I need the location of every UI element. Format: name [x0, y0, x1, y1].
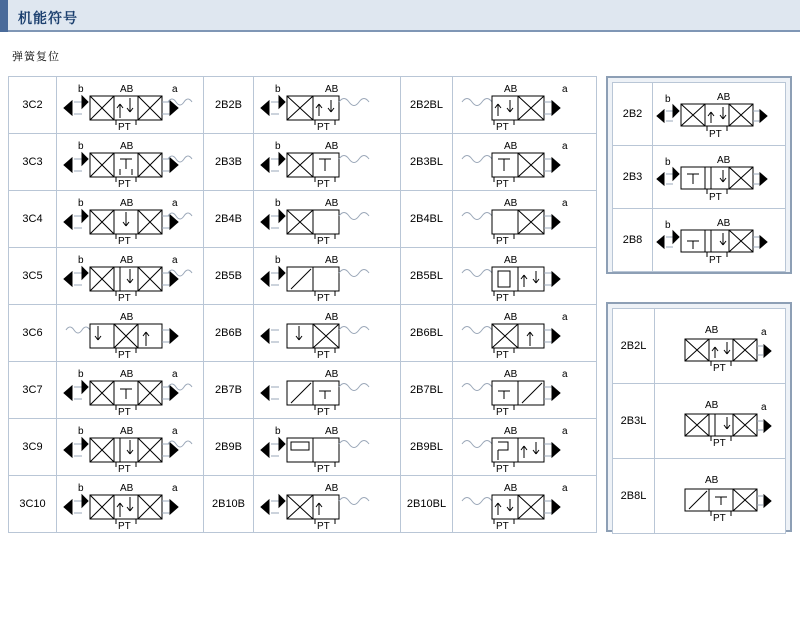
svg-text:AB: AB [120, 312, 134, 323]
svg-text:a: a [561, 312, 568, 323]
symbol-cell-3C3 [57, 134, 204, 191]
svg-text:PT: PT [317, 293, 330, 301]
symbol-cell-3C10 [57, 476, 204, 533]
svg-text:a: a [561, 198, 568, 209]
table-row [9, 419, 597, 476]
svg-text:PT: PT [713, 513, 726, 521]
symbol-cell-2B6BL [453, 305, 597, 362]
svg-text:AB: AB [705, 475, 719, 486]
svg-text:a: a [761, 402, 767, 413]
svg-text:PT: PT [495, 350, 509, 358]
symbol-cell-3C2 [57, 77, 204, 134]
code-cell: 2B9B [204, 419, 254, 476]
code-cell: 2B3L [613, 384, 655, 459]
svg-text:PT: PT [118, 236, 131, 244]
symbol-cell-2B3B [254, 134, 401, 191]
svg-text:a: a [172, 198, 178, 209]
symbol-cell-2B7BL [453, 362, 597, 419]
svg-text:PT: PT [317, 407, 330, 415]
svg-text:a: a [172, 84, 178, 95]
symbol-cell-2B10BL [453, 476, 597, 533]
svg-text:b: b [665, 94, 671, 105]
svg-text:PT: PT [495, 293, 509, 301]
svg-text:PT: PT [709, 129, 722, 138]
symbol-cell-2B5B [254, 248, 401, 305]
svg-text:AB: AB [325, 426, 339, 437]
svg-text:b: b [275, 426, 281, 437]
svg-text:b: b [275, 141, 281, 152]
svg-text:AB: AB [325, 84, 339, 95]
svg-text:AB: AB [717, 155, 731, 166]
svg-text:PT: PT [118, 407, 131, 415]
svg-text:a: a [561, 369, 568, 380]
code-cell: 2B3 [613, 146, 653, 209]
table-row [9, 362, 597, 419]
symbol-cell-2B3L [655, 384, 786, 459]
svg-text:b: b [275, 255, 281, 266]
code-cell: 2B7BL [401, 362, 453, 419]
svg-text:AB: AB [503, 141, 517, 152]
code-cell: 2B10BL [401, 476, 453, 533]
symbol-cell-2B7B [254, 362, 401, 419]
svg-text:b: b [78, 369, 84, 380]
code-cell: 2B2B [204, 77, 254, 134]
symbol-cell-2B2 [653, 83, 786, 146]
table-row [613, 459, 786, 534]
svg-text:PT: PT [118, 521, 131, 529]
svg-text:PT: PT [495, 179, 509, 187]
svg-text:AB: AB [120, 84, 134, 95]
code-cell: 2B5B [204, 248, 254, 305]
panel-bottom [606, 302, 792, 532]
svg-text:AB: AB [325, 255, 339, 266]
symbol-cell-2B10B [254, 476, 401, 533]
svg-text:b: b [78, 84, 84, 95]
code-cell: 2B2L [613, 309, 655, 384]
svg-text:PT: PT [709, 255, 722, 264]
code-cell: 2B3BL [401, 134, 453, 191]
page-title: 机能符号 [18, 10, 78, 26]
svg-text:a: a [761, 327, 767, 338]
svg-text:AB: AB [503, 483, 517, 494]
svg-text:AB: AB [120, 255, 134, 266]
svg-text:PT: PT [118, 464, 131, 472]
header-bar [0, 0, 800, 32]
symbol-cell-2B4BL [453, 191, 597, 248]
symbol-cell-3C5 [57, 248, 204, 305]
svg-text:b: b [78, 483, 84, 494]
svg-text:PT: PT [118, 350, 131, 358]
code-cell: 2B10B [204, 476, 254, 533]
symbol-cell-2B2BL [453, 77, 597, 134]
svg-text:PT: PT [495, 521, 509, 529]
svg-text:b: b [665, 220, 671, 231]
svg-text:AB: AB [717, 92, 731, 103]
svg-text:PT: PT [709, 192, 722, 201]
svg-text:AB: AB [325, 312, 339, 323]
table-row [9, 305, 597, 362]
function-symbol-table [8, 76, 597, 533]
code-cell: 3C2 [9, 77, 57, 134]
table-row [9, 476, 597, 533]
symbol-cell-2B2B [254, 77, 401, 134]
svg-text:AB: AB [325, 483, 339, 494]
svg-text:PT: PT [317, 236, 330, 244]
svg-text:AB: AB [503, 84, 517, 95]
code-cell: 2B8L [613, 459, 655, 534]
code-cell: 3C5 [9, 248, 57, 305]
svg-text:PT: PT [495, 236, 509, 244]
symbol-cell-3C4 [57, 191, 204, 248]
code-cell: 3C9 [9, 419, 57, 476]
svg-text:AB: AB [717, 218, 731, 229]
symbol-cell-2B8L [655, 459, 786, 534]
code-cell: 2B6BL [401, 305, 453, 362]
svg-text:AB: AB [325, 369, 339, 380]
svg-text:b: b [275, 198, 281, 209]
svg-text:a: a [172, 255, 178, 266]
svg-text:PT: PT [317, 350, 330, 358]
code-cell: 2B4B [204, 191, 254, 248]
svg-text:AB: AB [120, 483, 134, 494]
svg-text:PT: PT [118, 179, 131, 187]
code-cell: 3C7 [9, 362, 57, 419]
svg-text:b: b [665, 157, 671, 168]
svg-text:PT: PT [317, 521, 330, 529]
svg-text:a: a [172, 369, 178, 380]
svg-text:AB: AB [325, 141, 339, 152]
svg-text:PT: PT [713, 363, 726, 371]
code-cell: 2B8 [613, 209, 653, 272]
svg-text:PT: PT [118, 293, 131, 301]
section-subtitle: 弹簧复位 [12, 51, 60, 63]
header-accent [0, 0, 8, 32]
symbol-cell-2B4B [254, 191, 401, 248]
svg-text:a: a [172, 426, 178, 437]
code-cell: 3C4 [9, 191, 57, 248]
symbol-cell-3C6 [57, 305, 204, 362]
svg-text:a: a [561, 84, 568, 95]
svg-text:PT: PT [317, 179, 330, 187]
svg-text:AB: AB [325, 198, 339, 209]
code-cell: 2B5BL [401, 248, 453, 305]
svg-text:AB: AB [705, 400, 719, 411]
code-cell: 3C10 [9, 476, 57, 533]
table-row [613, 384, 786, 459]
svg-text:AB: AB [120, 198, 134, 209]
svg-text:AB: AB [120, 141, 134, 152]
svg-text:b: b [78, 198, 84, 209]
svg-text:AB: AB [503, 255, 517, 266]
svg-text:b: b [78, 426, 84, 437]
code-cell: 3C6 [9, 305, 57, 362]
svg-text:AB: AB [503, 198, 517, 209]
table-row [613, 146, 786, 209]
symbol-cell-3C9 [57, 419, 204, 476]
symbol-cell-2B3 [653, 146, 786, 209]
code-cell: 3C3 [9, 134, 57, 191]
table-row [613, 209, 786, 272]
symbol-cell-2B9B [254, 419, 401, 476]
svg-text:AB: AB [503, 312, 517, 323]
svg-text:AB: AB [705, 325, 719, 336]
panel-bottom-table [612, 308, 786, 534]
code-cell: 2B2 [613, 83, 653, 146]
panel-top-table [612, 82, 786, 272]
svg-text:PT: PT [495, 407, 509, 415]
table-row [613, 309, 786, 384]
svg-text:AB: AB [503, 369, 517, 380]
svg-text:a: a [561, 141, 568, 152]
symbol-cell-3C7 [57, 362, 204, 419]
svg-text:AB: AB [503, 426, 517, 437]
svg-text:a: a [561, 483, 568, 494]
svg-text:b: b [275, 84, 281, 95]
symbol-cell-2B6B [254, 305, 401, 362]
table-row [9, 77, 597, 134]
svg-text:b: b [78, 255, 84, 266]
svg-text:PT: PT [317, 464, 330, 472]
svg-text:AB: AB [120, 426, 134, 437]
svg-text:PT: PT [118, 122, 131, 130]
symbol-cell-2B9BL [453, 419, 597, 476]
svg-text:PT: PT [495, 464, 509, 472]
code-cell: 2B6B [204, 305, 254, 362]
svg-text:a: a [561, 426, 568, 437]
svg-text:PT: PT [495, 122, 509, 130]
svg-text:PT: PT [317, 122, 330, 130]
svg-text:b: b [78, 141, 84, 152]
code-cell: 2B4BL [401, 191, 453, 248]
symbol-cell-2B2L [655, 309, 786, 384]
svg-text:PT: PT [713, 438, 726, 446]
symbol-cell-2B8 [653, 209, 786, 272]
symbol-cell-2B5BL [453, 248, 597, 305]
code-cell: 2B9BL [401, 419, 453, 476]
svg-text:a: a [172, 483, 178, 494]
table-row [613, 83, 786, 146]
code-cell: 2B3B [204, 134, 254, 191]
code-cell: 2B2BL [401, 77, 453, 134]
code-cell: 2B7B [204, 362, 254, 419]
panel-top [606, 76, 792, 274]
table-row [9, 248, 597, 305]
table-row [9, 134, 597, 191]
svg-text:AB: AB [120, 369, 134, 380]
symbol-cell-2B3BL [453, 134, 597, 191]
table-row [9, 191, 597, 248]
